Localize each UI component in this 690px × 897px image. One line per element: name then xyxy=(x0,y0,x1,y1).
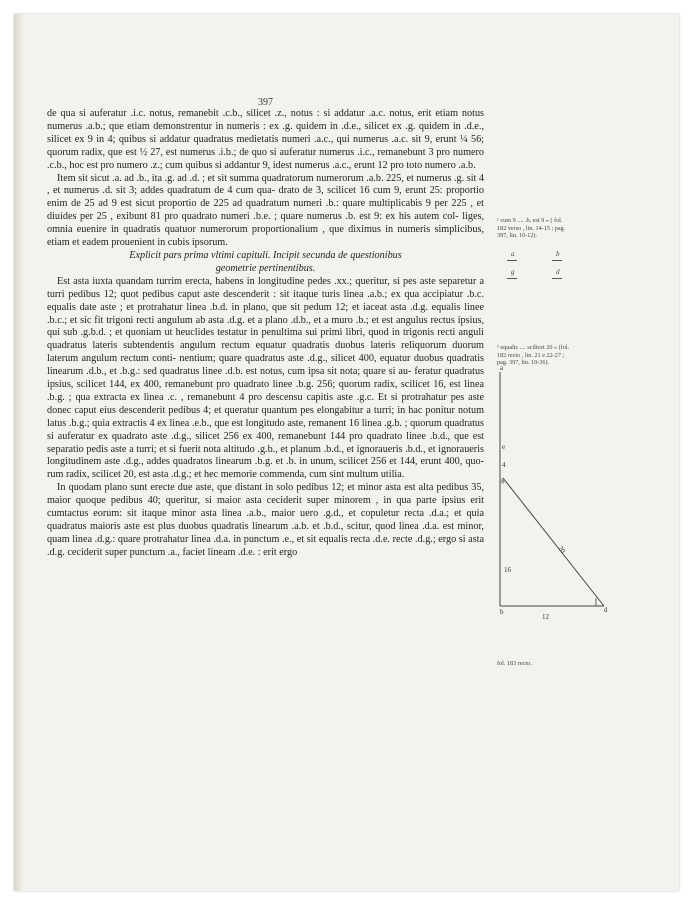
main-text xyxy=(47,108,484,560)
fraction-bar xyxy=(507,278,517,279)
label-20: 20 xyxy=(556,544,568,555)
binding-shadow xyxy=(14,14,24,891)
letter-d: d xyxy=(556,268,560,276)
side-note-1: ¹ cum 9 .... .b. est 9 » ( fol. 182 verso , lin. 14-15 ; pag. 397, lin. 10-12). xyxy=(497,217,566,240)
paragraph-1: de qua si auferatur .i.c. notus, remanebit .c.b., silicet .z., notus : si addatur .a.c. notus, erit etiam notus numerus .a.b.; que etiam demonstrentur in numeris : ex .g. quidem in .d.e., silicet ex .g. quidem in .d.e., silicet ex 9 in 4; quibus si addatur quadratus medietatis numeri .a.c., qui numerus .a.c. sit 9, erunt ¼ 56; quorum radix, que est ½ 27, est numerus .i.b.; de quo si auferatur numerus .i.c., remanebunt 3 pro numero .c.b., hoc est pro numero .z.; cum quibus si addantur 9, idest numerus .a.c., erunt 12 pro toto numero .a.b. xyxy=(47,108,485,171)
page-number: 397 xyxy=(258,97,273,108)
label-12: 12 xyxy=(542,613,549,621)
section-heading: Explicit pars prima vltimi capituli. Incipit secunda de questionibus geometrie pertinentibus. xyxy=(129,249,402,274)
paragraph-4: In quodam plano sunt erecte due aste, que distant in solo pedibus 12; et minor asta est alta pedibus 35, maior quoque pedibus 40; queritur, si maior asta ceciderit super minorem , in qua parte ipsius erit cumtactus eorum: sit itaque minor asta linea .a.b., maior uero .g.d., et copuletur recta .d.a.; et quia quadratus maioris aste est plus duobus quadratis linearum .a.b. et .b.d., scitur, quod linea .d.a. est minor, quam linea .d.g.: quare protrahatur linea .d.a. in punctum .e., et sit equalis recta .d.e. recte .d.g.; ergo si asta .d.g. ceciderit super punctum .a., faciet lineam .d.e. : erit ergo xyxy=(47,482,485,558)
label-a: a xyxy=(500,364,504,372)
label-d: d xyxy=(604,606,608,614)
side-note-3: fol. 183 recto. xyxy=(497,660,532,667)
letter-g: g xyxy=(511,268,515,276)
label-16: 16 xyxy=(504,566,511,574)
hypotenuse-line xyxy=(503,478,604,606)
fraction-bar xyxy=(552,278,562,279)
fraction-bar xyxy=(552,260,562,261)
label-e: e xyxy=(502,443,506,451)
paragraph-2: Item sit sicut .a. ad .b., ita .g. ad .d. ; et sit summa quadratorum numerorum .a.b. 225, et numerus .g. sit 4 , et numerus .d. sit 3; addes quadratum de 4 cum qua- drato de 3, scilicet 16 cum 9, erunt 25: proportio enim de 25 ad 9 est sicut proportio de 225 ad quadratum numeri .b.: quare multiplicabis 9 per 225 , et diuides per 25 , exibunt 81 pro quadrato numeri .b.e. ; quare numerus .b. est 9: ex his autem col- liges, omnia euenire in quadratis quatuor numerorum proportionalium , que diximus in numeris simplicibus, etiam et eadem prouenient in cubis ipsorum. xyxy=(47,172,485,249)
side-note-2: ² equalis .... scilicet 20 » (fol. 182 recto , lin. 21 e 22-27 ; pag. 397, lin. 19-36). xyxy=(497,344,570,367)
letter-a: a xyxy=(511,250,515,258)
label-4: 4 xyxy=(502,461,506,469)
tower-diagram xyxy=(496,364,612,622)
letter-b: b xyxy=(556,250,560,258)
fraction-bar xyxy=(507,260,517,261)
label-g: g xyxy=(501,476,505,484)
paragraph-3: Est asta iuxta quandam turrim erecta, habens in longitudine pedes .xx.; queritur, si pes aste separetur a turri pedibus 12; quot pedibus caput aste descenderit : sit itaque turis linea .a.b.; ex qua accipiatur .b.c. equalis date aste ; et protrahatur linea .b.d. in plano, que sit pedum 12; et iaceat asta .d.g. equalis linee .b.c.; et sic fit trigoni recti angulum ab asta .d.g. et a plano .d.b., et a muro .b.; et est angulus rectus ipsius, qui sub .g.b.d. ; et quoniam ut heuclides testatur in penultima sui primi libri, quod in trigonis recti anguli quadratus lateris subtendentis angulum rectum equatur quadratis duobus lateris reliquorum duorum laterum angulum rectum conti- nentium; quare quadratus aste .d.g., silicet 400, equatur duobus quadratis linearum .d.b., et .b.g.: sed quadratus linee .d.b. est notus, cum ipsa sit nota; quare si au- feratur quadratus ipsius, scilicet 144, ex 400, remanebunt pro quadrato linee .b.g. 256; quorum radix, scilicet 16, est linea .b.g. ; qua extracta ex linea .c. , remanebunt 4 pro descensu capitis aste .g.c. Et si protrahatur pes aste donec caput eius descenderit pedibus 4; et queratur quantum pes elongabitur a turri; in hac ponitur notum latus .b.g.; quia extractis 4 ex linea .e.b., que est longitudo aste, remanent 16 linea .g.b. ; quorum quadratus si auferatur ex quadrato aste .d.g., silicet 256 ex 400, remanebunt 144 pro quadrato linee .b.d., que est separatio pedis aste a turri; et si fuerit nota altitudo .g.b., et planum .b.d., et ignoraueris .b.d., et ignoraueris longitudinem aste .d.g., addes quadratos linearum .b.g. et .b. in unum, scilicet 256 et 144, erunt 400, quo- rum radix, scilicet 20, est asta .d.g.; et hec memorie commenda, cum sint multum utilia. xyxy=(47,275,485,481)
label-b: b xyxy=(500,608,504,616)
